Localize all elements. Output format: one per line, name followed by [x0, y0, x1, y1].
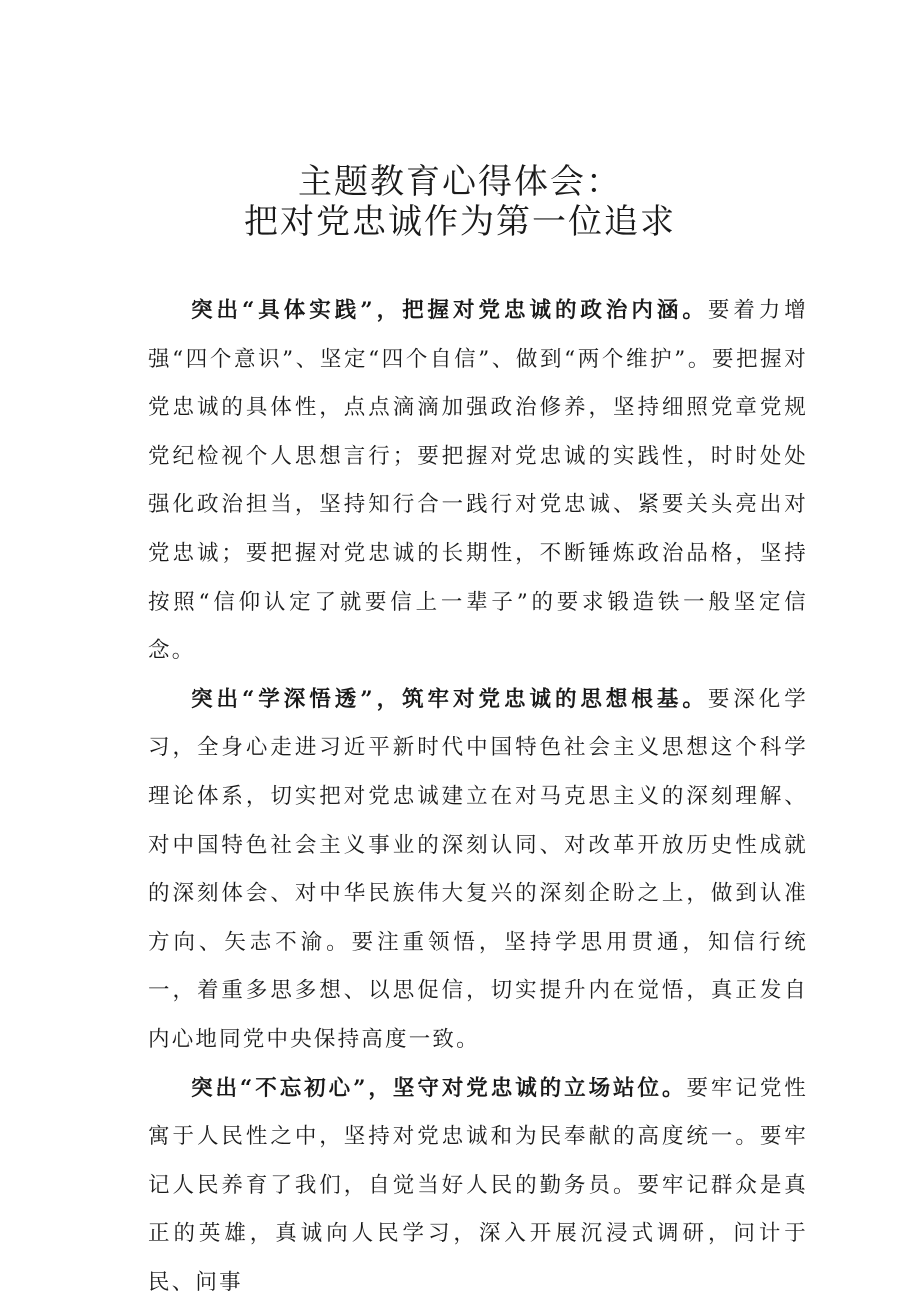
paragraph-3: [148, 1065, 808, 1307]
paragraph-2: [148, 676, 808, 1065]
document-title-line2: 把对党忠诚作为第一位追求: [0, 200, 920, 244]
paragraph-3-lead: 突出“不忘初心”，坚守对党忠诚的立场站位。: [191, 1076, 686, 1101]
paragraph-1-lead: 突出“具体实践”，把握对党忠诚的政治内涵。: [191, 298, 708, 323]
paragraph-1: [148, 287, 808, 676]
document-body: [148, 287, 808, 1307]
paragraph-1-text: 要着力增强“四个意识”、坚定“四个自信”、做到“两个维护”。要把握对党忠诚的具体性，点点滴滴加强政治修养，坚持细照党章党规党纪检视个人思想言行；要把握对党忠诚的实践性，时时处处强化政治担当，坚持知行合一践行对党忠诚、紧要关头亮出对党忠诚；要把握对党忠诚的长期性，不断锤炼政治品格，坚持按照“信仰认定了就要信上一辈子”的要求锻造铁一般坚定信念。: [148, 298, 808, 663]
paragraph-2-text: 要深化学习，全身心走进习近平新时代中国特色社会主义思想这个科学理论体系，切实把对党忠诚建立在对马克思主义的深刻理解、对中国特色社会主义事业的深刻认同、对改革开放历史性成就的深刻体会、对中华民族伟大复兴的深刻企盼之上，做到认准方向、矢志不渝。要注重领悟，坚持学思用贯通，知信行统一，着重多思多想、以思促信，切实提升内在觉悟，真正发自内心地同党中央保持高度一致。: [148, 687, 808, 1052]
document-title-line1: 主题教育心得体会：: [0, 160, 920, 204]
paragraph-3-text: 要牢记党性寓于人民性之中，坚持对党忠诚和为民奉献的高度统一。要牢记人民养育了我们，自觉当好人民的勤务员。要牢记群众是真正的英雄，真诚向人民学习，深入开展沉浸式调研，问计于民、问事: [148, 1076, 808, 1295]
paragraph-2-lead: 突出“学深悟透”，筑牢对党忠诚的思想根基。: [191, 687, 708, 712]
